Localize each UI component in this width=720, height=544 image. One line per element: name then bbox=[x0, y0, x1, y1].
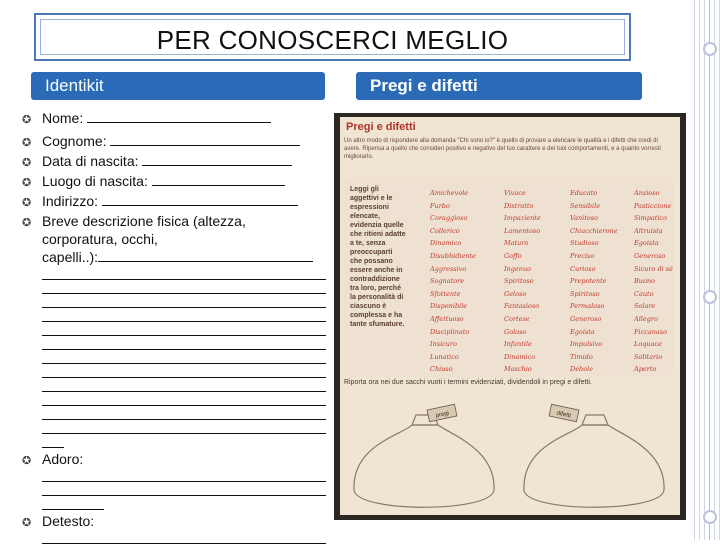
indirizzo-label: Indirizzo: bbox=[42, 193, 99, 209]
adjective: Ficcanaso bbox=[634, 327, 668, 336]
left-sack-icon bbox=[342, 395, 507, 515]
adjective: Cortese bbox=[504, 314, 530, 323]
data-nascita-label: Data di nascita: bbox=[42, 153, 139, 169]
adjective: Lunatico bbox=[430, 352, 459, 361]
worksheet-page bbox=[340, 117, 680, 515]
pregi-difetti-header: Pregi e difetti bbox=[356, 72, 642, 100]
answer-line bbox=[42, 294, 326, 308]
adjective: Cauto bbox=[634, 289, 654, 298]
left-sack-label: pregi bbox=[435, 410, 450, 420]
adjective: Pasticcione bbox=[634, 201, 672, 210]
answer-line bbox=[42, 530, 326, 544]
adjective: Prepotente bbox=[570, 277, 607, 286]
adjective: Preciso bbox=[570, 251, 595, 260]
worksheet-intro: Un altro modo di rispondere alla domanda "Chi sono io?" è quello di provare a elencare le qualità e i difetti che credi di avere. Ripensa a quello che consideri positivo e negativo del tuo carattere e dei tuoi comportamenti, e a quanto vorresti migliorarlo. bbox=[344, 138, 661, 160]
answer-line bbox=[42, 322, 326, 336]
answer-line bbox=[42, 336, 326, 350]
bullet-icon: ✪ bbox=[22, 197, 32, 209]
adjective: Vivace bbox=[504, 189, 526, 197]
data-nascita-answer-line bbox=[142, 152, 292, 166]
adjective: Curioso bbox=[570, 264, 596, 273]
bullet-icon: ✪ bbox=[22, 217, 32, 229]
luogo-nascita-label: Luogo di nascita: bbox=[42, 173, 148, 189]
nome-label: Nome: bbox=[42, 110, 84, 126]
adjective: Egoista bbox=[634, 239, 659, 248]
list-item bbox=[20, 212, 326, 448]
adjective-column bbox=[634, 187, 673, 376]
answer-line bbox=[42, 378, 326, 392]
descrizione-label-3: capelli..): bbox=[42, 249, 99, 265]
answer-line bbox=[42, 266, 326, 280]
worksheet-photo bbox=[334, 113, 686, 520]
adjective-column bbox=[430, 187, 476, 376]
adjective: Maschio bbox=[504, 365, 532, 374]
rail-ring-icon bbox=[703, 42, 717, 56]
adjective-grid bbox=[344, 177, 674, 377]
adjective: Insicuro bbox=[430, 340, 458, 349]
adjective: Coraggioso bbox=[430, 214, 468, 223]
answer-line bbox=[42, 468, 326, 482]
rail-line bbox=[709, 0, 710, 540]
adjective: Simpatico bbox=[634, 214, 667, 223]
adjective: Studioso bbox=[570, 239, 599, 248]
bullet-icon: ✪ bbox=[22, 177, 32, 189]
adjective: Spiritoso bbox=[570, 289, 600, 298]
answer-line-short bbox=[42, 434, 64, 448]
detesto-label: Detesto: bbox=[42, 513, 95, 529]
adjective: Altruista bbox=[634, 226, 663, 235]
worksheet-instruction: Riporta ora nei due sacchi vuoti i termini evidenziati, dividendoli in pregi e difetti. bbox=[344, 379, 592, 386]
adjective: Solare bbox=[634, 302, 656, 311]
adjective: Collerico bbox=[430, 226, 460, 235]
rail-ring-icon bbox=[703, 290, 717, 304]
adjective: Affettuoso bbox=[430, 314, 464, 323]
adjective: Ansioso bbox=[634, 189, 660, 197]
cognome-label: Cognome: bbox=[42, 133, 107, 149]
adjective: Sicuro di sé bbox=[634, 264, 673, 273]
adjective: Chiacchierone bbox=[570, 226, 618, 235]
adjective: Maturo bbox=[504, 239, 529, 248]
adjective: Allegro bbox=[634, 314, 658, 323]
answer-line bbox=[42, 350, 326, 364]
list-item bbox=[20, 192, 326, 210]
adjective: Furbo bbox=[430, 201, 450, 210]
adjective: Sensibile bbox=[570, 201, 601, 210]
adjective: Lamentoso bbox=[504, 226, 541, 235]
adjective: Goloso bbox=[504, 327, 527, 336]
adjective: Spiritoso bbox=[504, 277, 534, 286]
answer-line bbox=[42, 482, 326, 496]
adjective: Infantile bbox=[504, 340, 532, 349]
adjective: Disubbidiente bbox=[430, 251, 476, 260]
adjective: Dinamico bbox=[504, 352, 536, 361]
bullet-icon: ✪ bbox=[22, 137, 32, 149]
adjective: Disciplinato bbox=[430, 327, 470, 336]
luogo-nascita-answer-line bbox=[152, 172, 285, 186]
adjective: Educato bbox=[570, 189, 598, 197]
descrizione-label-2: corporatura, occhi, bbox=[42, 231, 158, 247]
right-sack-icon bbox=[512, 395, 677, 515]
grid-instructions: Leggi gli aggettivi e le espressioni elencate, evidenzia quelle che ritieni adatte a te, senza preoccuparti che possano essere anche in contraddizione tra loro, perché la personalità di ciascuno è complessa e ha tante sfumature. bbox=[350, 186, 406, 328]
adjective: Buono bbox=[634, 277, 655, 286]
worksheet-title: Pregi e difetti bbox=[346, 121, 416, 133]
decorative-rail bbox=[694, 0, 720, 540]
adjective: Geloso bbox=[504, 289, 527, 298]
adjective: Ingenuo bbox=[504, 264, 532, 273]
list-item bbox=[20, 132, 326, 150]
adjective: Aperto bbox=[634, 365, 657, 374]
adjective: Sognatore bbox=[430, 277, 465, 286]
nome-answer-line bbox=[87, 109, 271, 123]
adjective: Goffo bbox=[504, 251, 522, 260]
adjective-column bbox=[504, 187, 541, 376]
adjective: Vanitoso bbox=[570, 214, 599, 223]
adjective: Sfottente bbox=[430, 289, 461, 298]
identikit-list bbox=[20, 107, 326, 544]
adjective: Solitario bbox=[634, 352, 663, 361]
identikit-header: Identikit bbox=[31, 72, 325, 100]
answer-line bbox=[42, 280, 326, 294]
descrizione-answer-line bbox=[98, 248, 313, 262]
list-item bbox=[20, 512, 326, 544]
adjective: Dinamico bbox=[430, 239, 462, 248]
adjective: Debole bbox=[570, 365, 594, 374]
bullet-icon: ✪ bbox=[22, 455, 32, 467]
title-box bbox=[34, 13, 631, 61]
adjective: Impulsivo bbox=[570, 340, 603, 349]
adjective-column bbox=[570, 187, 618, 376]
bullet-icon: ✪ bbox=[22, 157, 32, 169]
bullet-icon: ✪ bbox=[22, 517, 32, 529]
adjective: Generoso bbox=[570, 314, 602, 323]
adjective: Disponibile bbox=[430, 302, 468, 311]
adjective: Aggressivo bbox=[430, 264, 467, 273]
adjective: Timido bbox=[570, 352, 593, 361]
answer-line bbox=[42, 406, 326, 420]
adjective: Amichevole bbox=[430, 189, 469, 197]
list-item bbox=[20, 109, 326, 127]
adjective: Impaziente bbox=[504, 214, 541, 223]
answer-line bbox=[42, 308, 326, 322]
adjective: Chiuso bbox=[430, 365, 453, 374]
indirizzo-answer-line bbox=[102, 192, 298, 206]
adoro-label: Adoro: bbox=[42, 451, 84, 467]
answer-line bbox=[42, 420, 326, 434]
rail-ring-icon bbox=[703, 510, 717, 524]
right-sack-label: difetti bbox=[555, 410, 572, 420]
descrizione-label-1: Breve descrizione fisica (altezza, bbox=[42, 213, 246, 229]
slide-title: PER CONOSCERCI MEGLIO bbox=[156, 25, 509, 55]
adjective: Permaloso bbox=[570, 302, 605, 311]
adjective: Fantasioso bbox=[504, 302, 540, 311]
answer-line bbox=[42, 392, 326, 406]
adjective: Distratto bbox=[504, 201, 534, 210]
answer-line bbox=[42, 364, 326, 378]
adjective: Loquace bbox=[634, 340, 662, 349]
adjective: Generoso bbox=[634, 251, 666, 260]
list-item bbox=[20, 172, 326, 190]
adjective: Egoista bbox=[570, 327, 595, 336]
bullet-icon: ✪ bbox=[22, 114, 32, 126]
list-item bbox=[20, 450, 326, 510]
list-item bbox=[20, 152, 326, 170]
answer-line-short bbox=[42, 496, 104, 510]
cognome-answer-line bbox=[110, 132, 300, 146]
